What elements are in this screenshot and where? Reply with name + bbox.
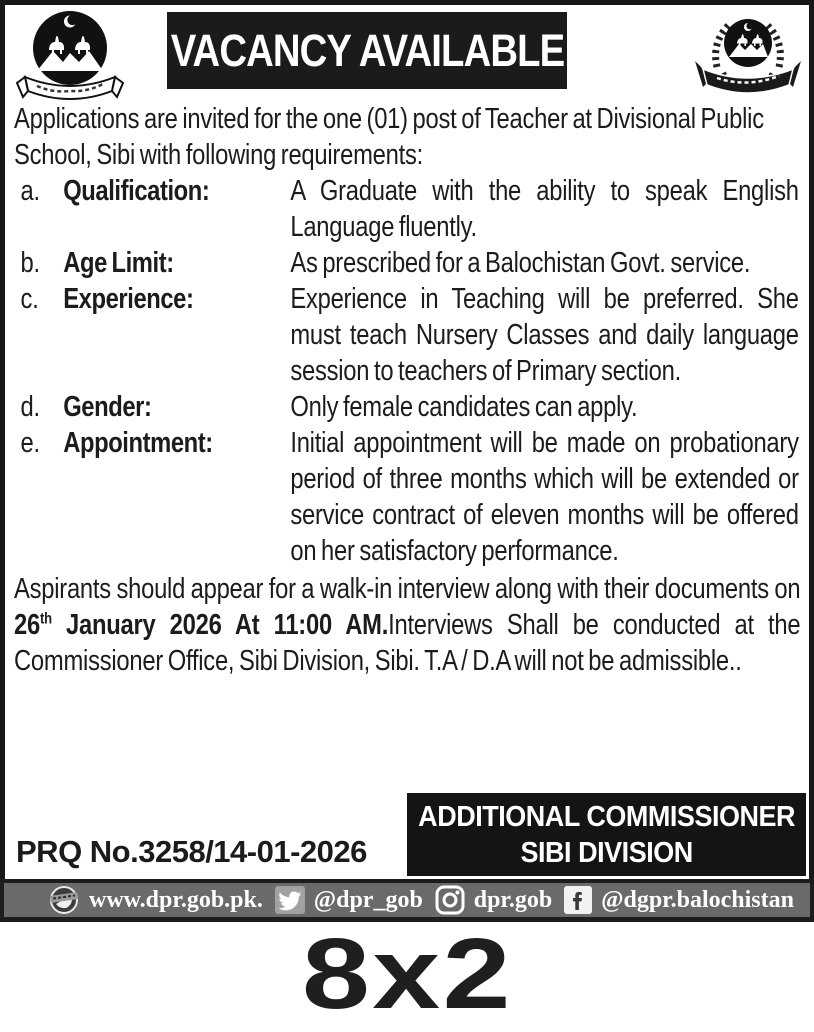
social-footer-bar — [0, 879, 814, 922]
list-marker: c. — [20, 283, 39, 315]
list-marker: e. — [20, 427, 40, 459]
list-marker: b. — [20, 247, 40, 279]
globe-icon — [48, 884, 80, 916]
requirement-text: Initial appointment will be made on probationary period of three months which will be extended or service contract of eleven months will be offered on her satisfactory performance. — [290, 427, 799, 567]
title-bar — [167, 12, 567, 89]
requirement-label: Experience: — [63, 283, 194, 315]
instagram-icon — [435, 885, 465, 915]
interview-datetime: 26th January 2026 At 11:00 AM. — [14, 609, 389, 641]
requirement-row-gender — [14, 389, 804, 425]
ordinal-suffix: th — [39, 610, 52, 628]
ad-size-label: 8x2 — [301, 918, 513, 1030]
requirement-text: Experience in Teaching will be preferred. She must teach Nursery Classes and daily language session to teachers of Primary section. — [290, 283, 799, 387]
requirement-label: Qualification: — [63, 175, 210, 207]
signature-title: ADDITIONAL COMMISSIONER — [418, 800, 795, 833]
twitter-icon — [275, 886, 305, 914]
signature-box — [407, 793, 806, 876]
list-marker: d. — [20, 391, 40, 423]
requirement-row-appointment — [14, 425, 804, 569]
closing-text-after: Interviews Shall be conducted at the Commissioner Office, Sibi Division, Sibi. T.A / D.A will not be admissible.. — [14, 609, 801, 677]
requirement-text: Only female candidates can apply. — [290, 391, 638, 423]
signature-division: SIBI DIVISION — [520, 836, 693, 869]
twitter-handle-text: @dpr_gob — [313, 886, 423, 913]
requirement-row-qualification — [14, 173, 804, 245]
interview-details-paragraph — [14, 571, 804, 679]
website-link — [48, 884, 263, 916]
facebook-icon — [564, 886, 592, 914]
instagram-handle-text: dpr.gob — [473, 886, 553, 913]
facebook-link — [564, 886, 794, 914]
requirement-label: Gender: — [63, 391, 152, 423]
requirement-label: Appointment: — [63, 427, 213, 459]
requirement-label: Age Limit: — [63, 247, 174, 279]
dgpr-balochistan-emblem-icon — [689, 11, 807, 107]
list-marker: a. — [20, 175, 40, 207]
requirement-row-age-limit — [14, 245, 804, 281]
requirement-text: A Graduate with the ability to speak English Language fluently. — [290, 175, 799, 243]
website-text: www.dpr.gob.pk. — [89, 886, 263, 913]
prq-number: PRQ No.3258/14-01-2026 — [16, 834, 367, 869]
facebook-handle-text: @dgpr.balochistan — [601, 886, 794, 913]
instagram-link — [435, 885, 553, 915]
ad-body — [14, 101, 804, 679]
requirement-text: As prescribed for a Balochistan Govt. service. — [290, 247, 751, 279]
requirement-row-experience — [14, 281, 804, 389]
intro-paragraph: Applications are invited for the one (01) post of Teacher at Divisional Public School, Sibi with following requirements: — [14, 103, 764, 171]
twitter-link — [275, 886, 423, 914]
balochistan-emblem-icon — [15, 9, 125, 105]
page-title: VACANCY AVAILABLE — [170, 24, 564, 76]
closing-text-before: Aspirants should appear for a walk-in interview along with their documents on — [14, 573, 801, 605]
